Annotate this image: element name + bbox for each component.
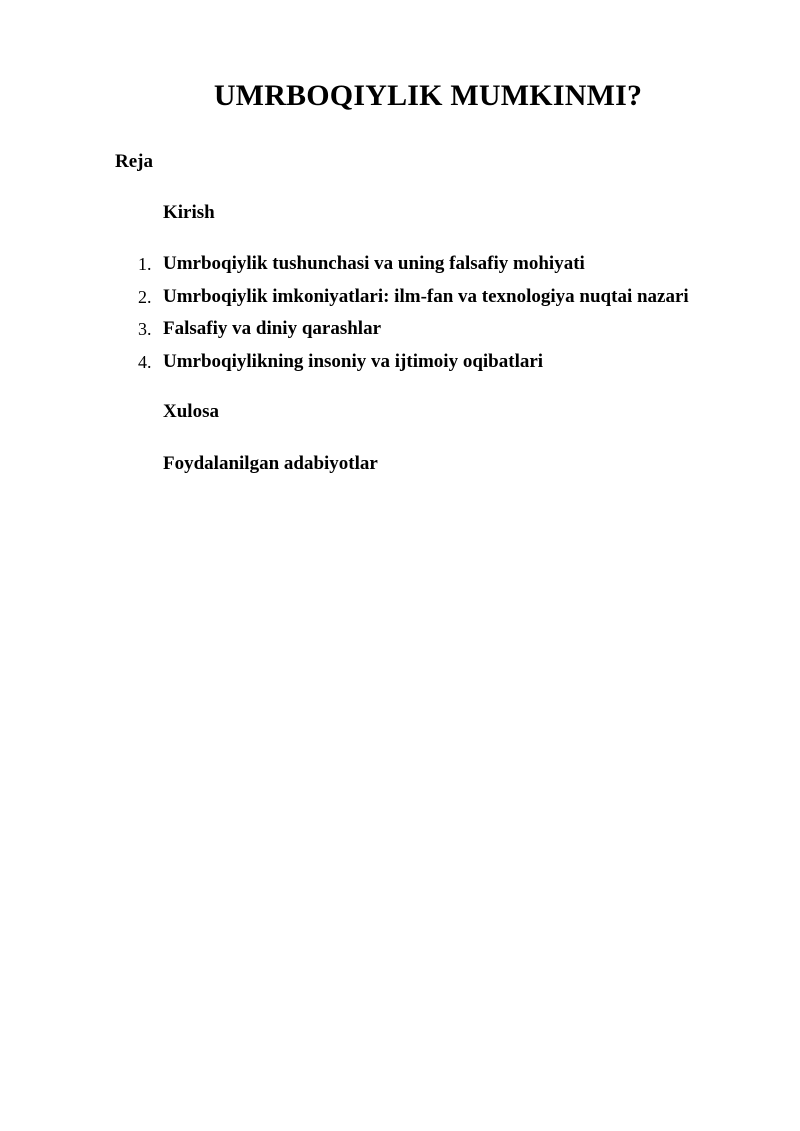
list-item-number: 4. — [138, 351, 152, 372]
list-item-text: Umrboqiylikning insoniy va ijtimoiy oqibatlari — [163, 350, 544, 372]
plan-heading: Reja — [115, 151, 153, 172]
document-title: UMRBOQIYLIK MUMKINMI? — [213, 79, 643, 112]
plan-item-intro: Kirish — [163, 202, 215, 223]
list-item-text: Umrboqiylik tushunchasi va uning falsafiy mohiyati — [163, 253, 585, 274]
plan-item-references: Foydalanilgan adabiyotlar — [163, 453, 378, 474]
list-item-text: Falsafiy va diniy qarashlar — [163, 318, 381, 339]
list-item-text: Umrboqiylik imkoniyatlari: ilm-fan va texnologiya nuqtai nazari — [163, 285, 689, 307]
list-item-number: 3. — [138, 319, 152, 339]
list-item-number: 2. — [138, 286, 152, 307]
plan-item-conclusion: Xulosa — [163, 401, 219, 422]
list-item-number: 1. — [138, 254, 152, 274]
